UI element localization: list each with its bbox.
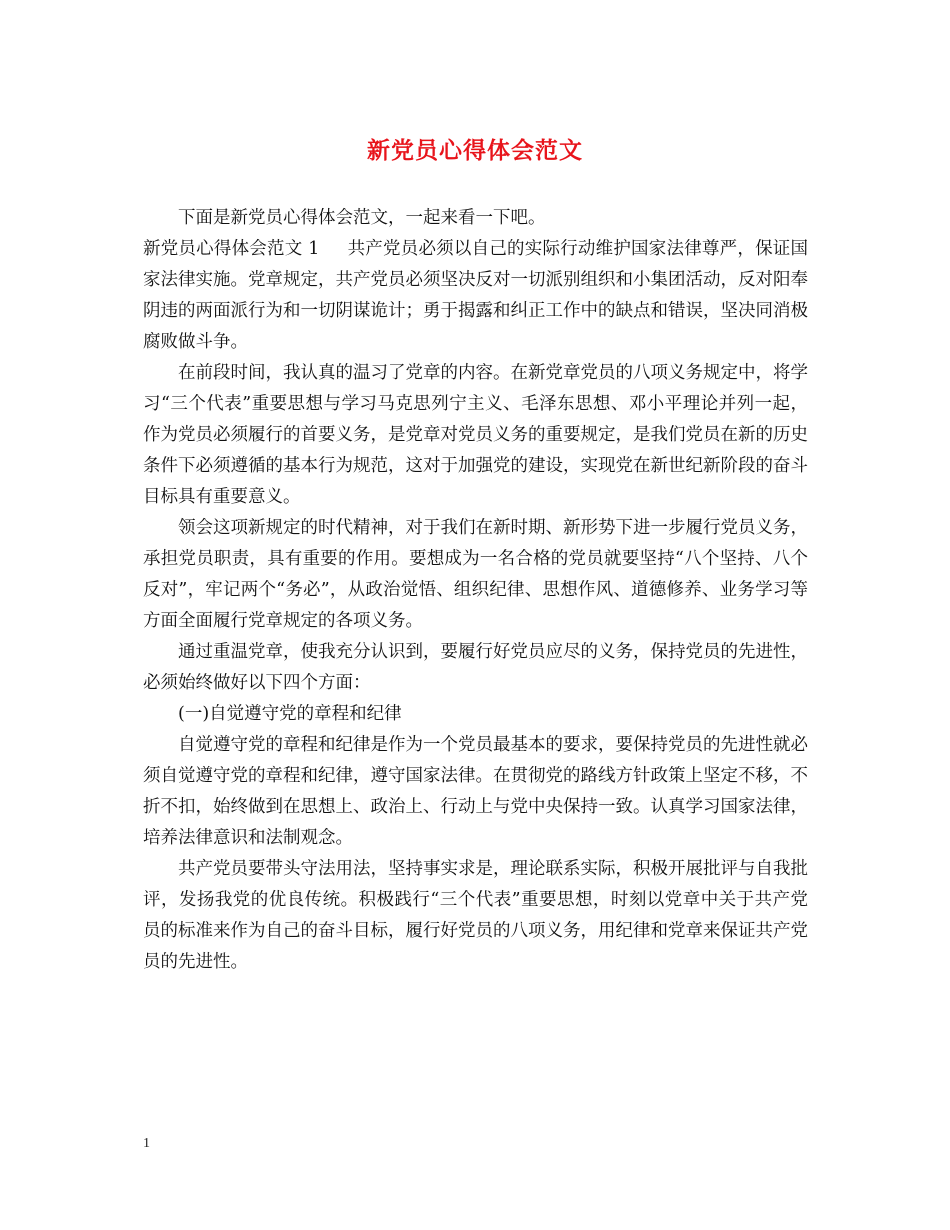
document-title: 新党员心得体会范文 xyxy=(367,137,583,164)
section-1-paragraph xyxy=(143,234,808,358)
paragraph-discipline: 自觉遵守党的章程和纪律是作为一个党员最基本的要求，要保持党员的先进性就必须自觉遵守党的章程和纪律，遵守国家法律。在贯彻党的路线方针政策上坚定不移，不折不扣，始终做到在思想上、政治上、行动上与党中央保持一致。认真学习国家法律，培养法律意识和法制观念。 xyxy=(143,735,808,848)
document-body xyxy=(143,203,808,978)
subheading-discipline: (一)自觉遵守党的章程和纪律 xyxy=(178,704,402,724)
paragraph-new-regulation: 领会这项新规定的时代精神，对于我们在新时期、新形势下进一步履行党员义务，承担党员职责，具有重要的作用。要想成为一名合格的党员就要坚持“八个坚持、八个反对”，牢记两个“务必”，从政治觉悟、组织纪律、思想作风、道德修养、业务学习等方面全面履行党章规定的各项义务。 xyxy=(143,518,808,631)
section-1-text: 共产党员必须以自己的实际行动维护国家法律尊严，保证国家法律实施。党章规定，共产党员必须坚决反对一切派别组织和小集团活动，反对阳奉阴违的两面派行为和一切阴谋诡计；勇于揭露和纠正工作中的缺点和错误，坚决同消极腐败做斗争。 xyxy=(143,239,809,352)
paragraph-law-abiding: 共产党员要带头守法用法，坚持事实求是，理论联系实际，积极开展批评与自我批评，发扬我党的优良传统。积极践行“三个代表”重要思想，时刻以党章中关于共产党员的标准来作为自己的奋斗目标，履行好党员的八项义务，用纪律和党章来保证共产党员的先进性。 xyxy=(143,859,808,972)
paragraph-review: 通过重温党章，使我充分认识到，要履行好党员应尽的义务，保持党员的先进性，必须始终做好以下四个方面： xyxy=(143,642,808,693)
intro-paragraph: 下面是新党员心得体会范文，一起来看一下吧。 xyxy=(178,208,546,228)
paragraph-party-constitution: 在前段时间，我认真的温习了党章的内容。在新党章党员的八项义务规定中，将学习“三个代表”重要思想与学习马克思列宁主义、毛泽东思想、邓小平理论并列一起，作为党员必须履行的首要义务，是党章对党员义务的重要规定，是我们党员在新的历史条件下必须遵循的基本行为规范，这对于加强党的建设，实现党在新世纪新阶段的奋斗目标具有重要意义。 xyxy=(143,363,808,507)
page-number: 1 xyxy=(143,1136,150,1151)
section-1-heading: 新党员心得体会范文 1 xyxy=(143,239,320,259)
